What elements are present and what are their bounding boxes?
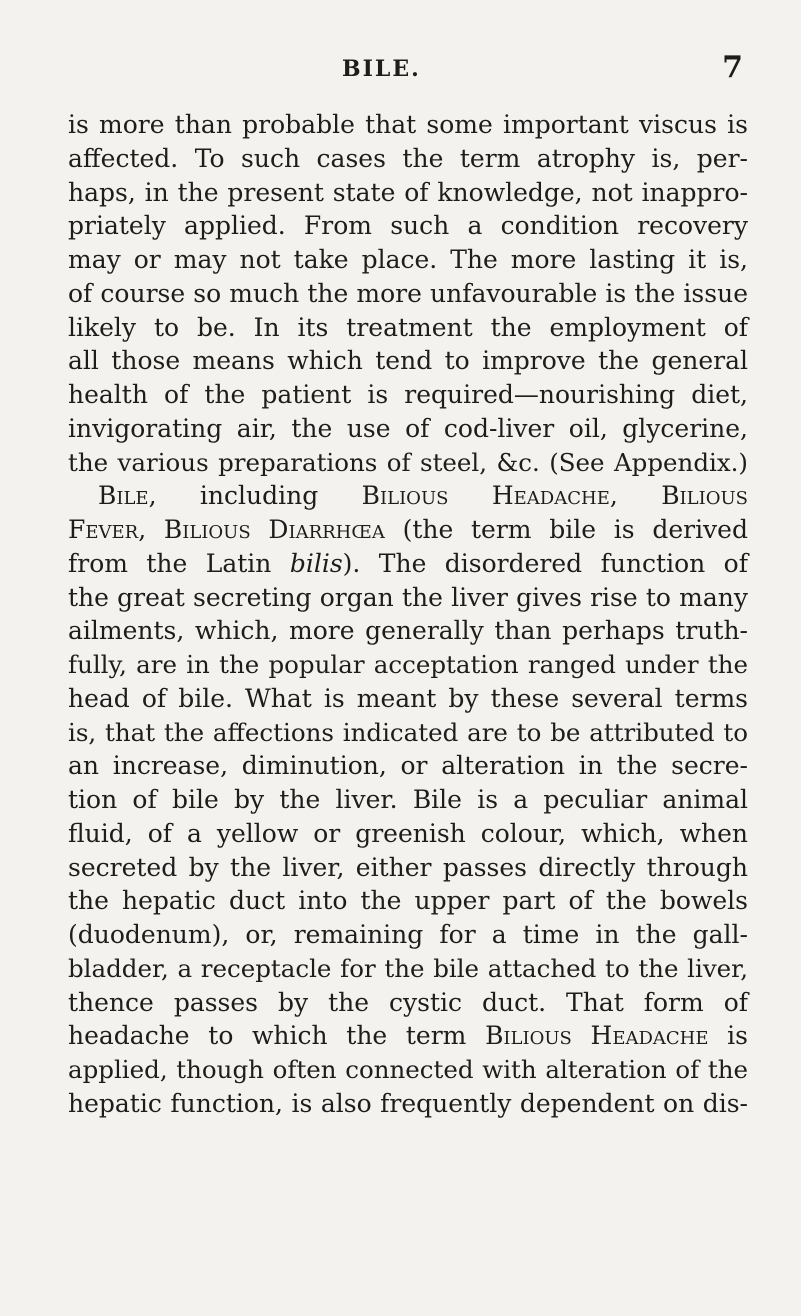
text-line (68, 1019, 748, 1053)
text-segment: all those means which tend to improve the general (68, 346, 748, 376)
text-segment: bladder, a receptacle for the bile attached to the liver, (68, 953, 748, 983)
text-segment: is, that the affections indicated are to be attributed to (68, 717, 748, 747)
text-segment: health of the patient is required—nourishing diet, (68, 380, 748, 409)
text-segment: haps, in the present state of knowledge, not inappro- (68, 177, 748, 207)
body-text (68, 108, 748, 1121)
text-segment: an increase, diminution, or alteration in the secre- (68, 751, 748, 781)
text-segment: of course so much the more unfavourable is the issue (68, 278, 748, 308)
text-segment: tion of bile by the liver. Bile is a peculiar animal (68, 785, 748, 814)
text-line (68, 716, 748, 750)
text-line (68, 446, 748, 480)
text-line (68, 952, 748, 986)
small-caps-term: Bilious Headache (361, 481, 610, 511)
italic-term: bilis (289, 548, 343, 578)
text-line (68, 344, 748, 378)
text-segment: priately applied. From such a condition recovery (68, 211, 748, 241)
text-line (68, 783, 748, 817)
text-segment: the various preparations of steel, &c. (See Appendix.) (68, 447, 748, 477)
page-number: 7 (722, 50, 743, 85)
text-line (68, 209, 748, 243)
text-line (68, 108, 748, 142)
text-segment: may or may not take place. The more lasting it is, (68, 245, 748, 274)
text-line (68, 311, 748, 345)
text-line (68, 648, 748, 682)
text-line (68, 412, 748, 446)
text-line (68, 277, 748, 311)
text-segment: fluid, of a yellow or greenish colour, which, when (68, 818, 748, 848)
text-line (68, 918, 748, 952)
text-segment: ailments, which, more generally than perhaps truth- (68, 616, 748, 646)
text-line (68, 851, 748, 885)
text-line (68, 817, 748, 851)
running-head (0, 50, 801, 100)
text-line (68, 243, 748, 277)
text-segment: , (138, 515, 164, 544)
text-line (68, 749, 748, 783)
text-line (68, 547, 748, 581)
text-segment: likely to be. In its treatment the employment of (68, 312, 748, 342)
text-line (68, 378, 748, 412)
text-segment: headache to which the term (68, 1021, 486, 1051)
text-segment: applied, though often connected with alteration of the (68, 1055, 748, 1084)
text-line (68, 581, 748, 615)
text-line (68, 986, 748, 1020)
text-line (68, 176, 748, 210)
text-line (68, 1087, 748, 1121)
small-caps-term: Bilious Headache (485, 1021, 709, 1051)
text-segment: thence passes by the cystic duct. That form of (68, 987, 748, 1017)
running-title: BILE. (342, 56, 421, 82)
text-segment: affected. To such cases the term atrophy is, per- (68, 143, 748, 173)
text-segment: , (609, 481, 662, 511)
small-caps-term: Bile (98, 481, 149, 511)
text-segment: ). The disordered function of (342, 548, 748, 578)
text-segment: invigorating air, the use of cod-liver oil, glycerine, (68, 413, 748, 443)
text-segment: from the Latin (68, 548, 290, 578)
text-line (68, 513, 748, 547)
text-segment: secreted by the liver, either passes directly through (68, 852, 748, 882)
text-line (68, 479, 748, 513)
text-line (68, 884, 748, 918)
text-line (68, 682, 748, 716)
small-caps-term: Bilious (661, 481, 748, 511)
text-line (68, 1053, 748, 1087)
small-caps-term: Bilious Diarrhœa (163, 515, 385, 544)
text-segment: is more than probable that some important viscus is (68, 110, 748, 139)
text-line (68, 142, 748, 176)
text-segment: (the term bile is derived (384, 515, 748, 544)
text-segment: , including (148, 481, 362, 511)
text-segment: hepatic function, is also frequently dependent on dis- (68, 1088, 748, 1118)
text-segment: head of bile. What is meant by these several terms (68, 683, 748, 713)
small-caps-term: Fever (68, 515, 139, 544)
text-line (68, 614, 748, 648)
text-segment: the great secreting organ the liver gives rise to many (68, 582, 748, 612)
text-segment: (duodenum), or, remaining for a time in the gall- (68, 920, 748, 949)
text-segment: fully, are in the popular acceptation ranged under the (68, 650, 748, 679)
text-segment: the hepatic duct into the upper part of the bowels (68, 886, 748, 916)
text-segment: is (708, 1021, 749, 1051)
